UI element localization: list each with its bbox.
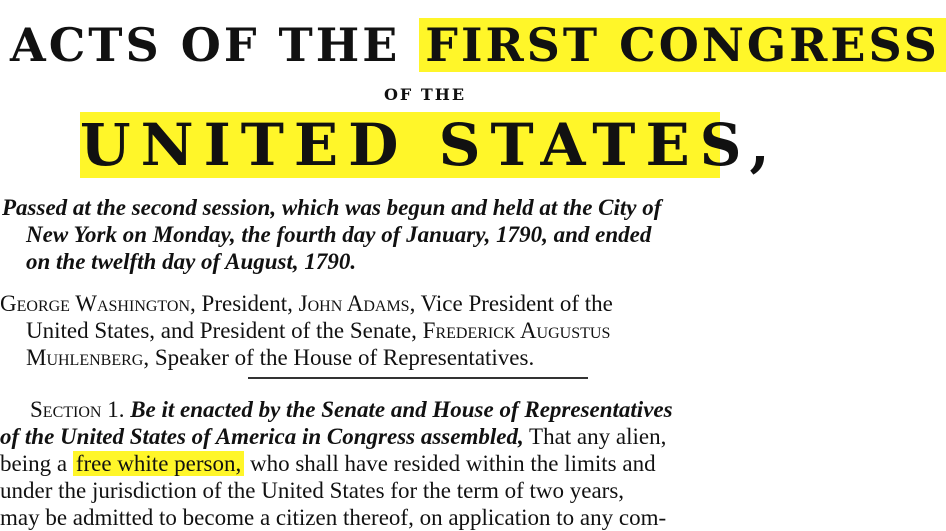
enacting-clause: of the United States of America in Congress assembled,: [0, 424, 524, 449]
section-line-3: [0, 450, 850, 477]
preamble-line-3: on the twelfth day of August, 1790.: [26, 249, 357, 274]
section-label: Section 1.: [30, 397, 131, 422]
section-line-1: [0, 396, 850, 423]
highlight-united-states: UNITED STATES,: [80, 111, 780, 179]
title-line-1: [10, 14, 940, 76]
officers-text: , President,: [190, 291, 299, 316]
officers-text: , Speaker of the House of Representatives.: [143, 345, 535, 370]
officers-text: , Vice President of the: [409, 291, 613, 316]
officers-line-1: [0, 290, 850, 317]
section-line-2: [0, 423, 850, 450]
section-1-paragraph: [0, 396, 850, 531]
officers-paragraph: [0, 290, 850, 371]
title-acts-of-the: ACTS OF THE: [10, 18, 420, 72]
section-text: That any alien,: [523, 424, 667, 449]
session-preamble: [0, 194, 850, 275]
highlight-first-congress: FIRST CONGRESS: [419, 18, 946, 72]
highlight-free-white-person: free white person,: [73, 451, 244, 476]
section-line-4: under the jurisdiction of the United States for the term of two years,: [0, 478, 625, 503]
officers-text: United States, and President of the Senate,: [26, 318, 423, 343]
officers-line-2: [0, 317, 850, 344]
name-george-washington: George Washington: [0, 291, 191, 316]
preamble-line-1: Passed at the second session, which was begun and held at the City of: [2, 195, 662, 220]
name-john-adams: John Adams: [298, 291, 410, 316]
officers-line-3: [0, 344, 850, 371]
divider-rule: [248, 377, 588, 379]
name-muhlenberg: Muhlenberg: [26, 345, 144, 370]
section-text: who shall have resided within the limits and: [244, 451, 656, 476]
enacting-clause: Be it enacted by the Senate and House of Representatives: [130, 397, 673, 422]
title-line-2: OF THE: [383, 85, 467, 104]
section-text: being a: [0, 451, 73, 476]
name-frederick-augustus: Frederick Augustus: [422, 318, 611, 343]
preamble-line-2: New York on Monday, the fourth day of January, 1790, and ended: [26, 222, 652, 247]
section-line-5: may be admitted to become a citizen thereof, on application to any com-: [0, 505, 667, 530]
